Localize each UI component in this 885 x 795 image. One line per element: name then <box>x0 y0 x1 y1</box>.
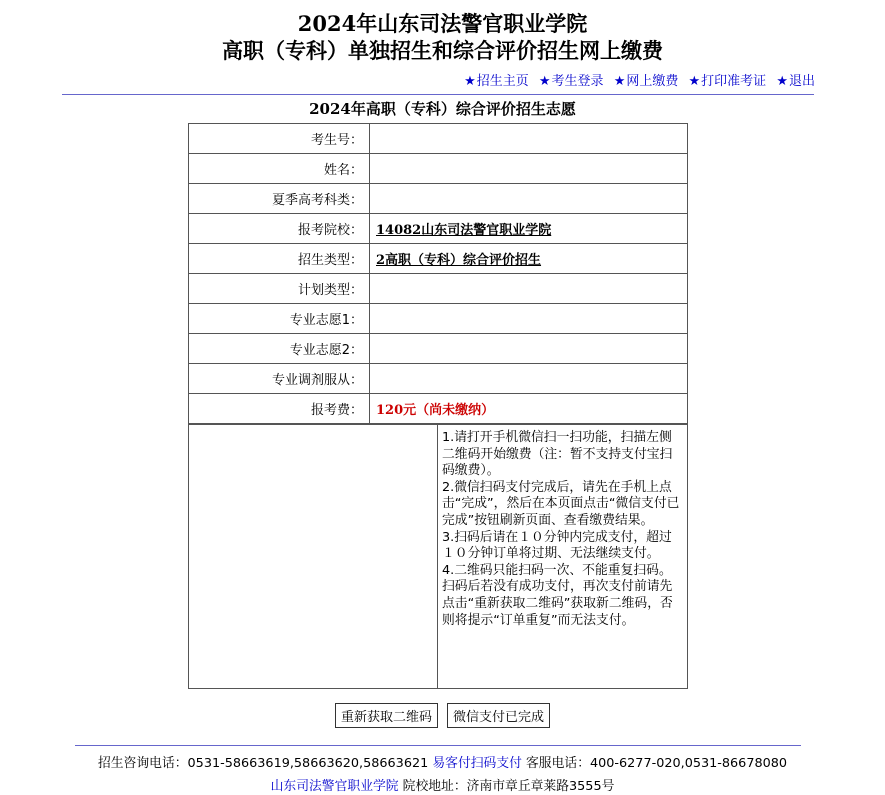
payment-box <box>188 424 688 689</box>
name-label: 姓名： <box>189 154 370 184</box>
school-home-link[interactable]: 山东司法警官职业学院 <box>270 779 399 794</box>
plan-type-label: 计划类型： <box>189 274 370 304</box>
major-choice-1-value <box>370 304 688 334</box>
table-row <box>189 214 688 244</box>
table-row <box>189 244 688 274</box>
nav-payment-link[interactable]: ★网上缴费 <box>613 74 679 89</box>
top-divider <box>62 94 814 95</box>
name-value <box>370 154 688 184</box>
refresh-qr-button[interactable]: 重新获取二维码 <box>335 703 438 728</box>
pay-provider-link[interactable]: 易客付扫码支付 <box>432 756 522 771</box>
adjustment-value <box>370 364 688 394</box>
service-numbers: 400-6277-020,0531-86678080 <box>589 756 788 771</box>
exam-id-value <box>370 124 688 154</box>
major-choice-2-label: 专业志愿2： <box>189 334 370 364</box>
school-value <box>370 214 688 244</box>
plan-type-value <box>370 274 688 304</box>
star-icon: ★ <box>538 74 551 89</box>
enrollment-type-link[interactable]: 2高职（专科）综合评价招生 <box>376 253 542 268</box>
bottom-divider <box>75 745 801 746</box>
table-row <box>189 124 688 154</box>
nav-print-ticket-link[interactable]: ★打印准考证 <box>688 74 767 89</box>
phone-label: 招生咨询电话： <box>97 756 188 771</box>
star-icon: ★ <box>688 74 701 89</box>
service-label: 客服电话： <box>526 756 590 771</box>
major-choice-1-label: 专业志愿1： <box>189 304 370 334</box>
page-header <box>0 0 885 64</box>
page-subtitle: 高职（专科）单独招生和综合评价招生网上缴费 <box>222 38 663 63</box>
instruction-item: 1.请打开手机微信扫一扫功能，扫描左侧二维码开始缴费（注：暂不支持支付宝扫码缴费）。 <box>442 430 673 479</box>
action-buttons <box>0 703 885 728</box>
application-table <box>188 123 688 424</box>
fee-label: 报考费： <box>189 394 370 424</box>
star-icon: ★ <box>613 74 626 89</box>
address-value: 济南市章丘章莱路3555号 <box>466 779 615 794</box>
table-row <box>189 364 688 394</box>
footer-contact <box>0 752 885 771</box>
qr-code-area <box>189 425 437 688</box>
instruction-item: 3.扫码后请在１０分钟内完成支付，超过１０分钟订单将过期、无法继续支付。 <box>442 529 672 562</box>
footer-address <box>0 775 885 794</box>
top-nav <box>458 70 815 89</box>
enrollment-type-value <box>370 244 688 274</box>
payment-done-button[interactable]: 微信支付已完成 <box>447 703 550 728</box>
enrollment-type-label: 招生类型： <box>189 244 370 274</box>
major-choice-2-value <box>370 334 688 364</box>
adjustment-label: 专业调剂服从： <box>189 364 370 394</box>
star-icon: ★ <box>464 74 476 89</box>
form-title: 2024年高职（专科）综合评价招生志愿 <box>309 100 576 118</box>
table-row <box>189 184 688 214</box>
table-row <box>189 394 688 424</box>
star-icon: ★ <box>776 74 788 89</box>
fee-value: 120元（尚未缴纳） <box>370 394 688 424</box>
instruction-item: 4.二维码只能扫码一次、不能重复扫码。扫码后若没有成功支付，再次支付前请先点击“重新获取二维码”获取新二维码，否则将提示“订单重复”而无法支付。 <box>442 562 673 628</box>
instruction-item: 2.微信扫码支付完成后，请先在手机上点击“完成”，然后在本页面点击“微信支付已完成”按钮刷新页面、查看缴费结果。 <box>442 479 680 528</box>
table-row <box>189 304 688 334</box>
table-row <box>189 154 688 184</box>
table-row <box>189 274 688 304</box>
nav-logout-link[interactable]: ★退出 <box>776 74 815 89</box>
page-title: 2024年山东司法警官职业学院 <box>297 11 588 36</box>
school-link[interactable]: 14082山东司法警官职业学院 <box>376 223 552 238</box>
phone-numbers: 0531-58663619,58663620,58663621 <box>187 756 429 771</box>
table-row <box>189 334 688 364</box>
exam-category-value <box>370 184 688 214</box>
payment-instructions <box>437 425 685 688</box>
nav-home-link[interactable]: ★招生主页 <box>464 74 529 89</box>
school-label: 报考院校： <box>189 214 370 244</box>
address-label: 院校地址： <box>402 779 467 794</box>
exam-id-label: 考生号： <box>189 124 370 154</box>
nav-login-link[interactable]: ★考生登录 <box>538 74 604 89</box>
exam-category-label: 夏季高考科类： <box>189 184 370 214</box>
